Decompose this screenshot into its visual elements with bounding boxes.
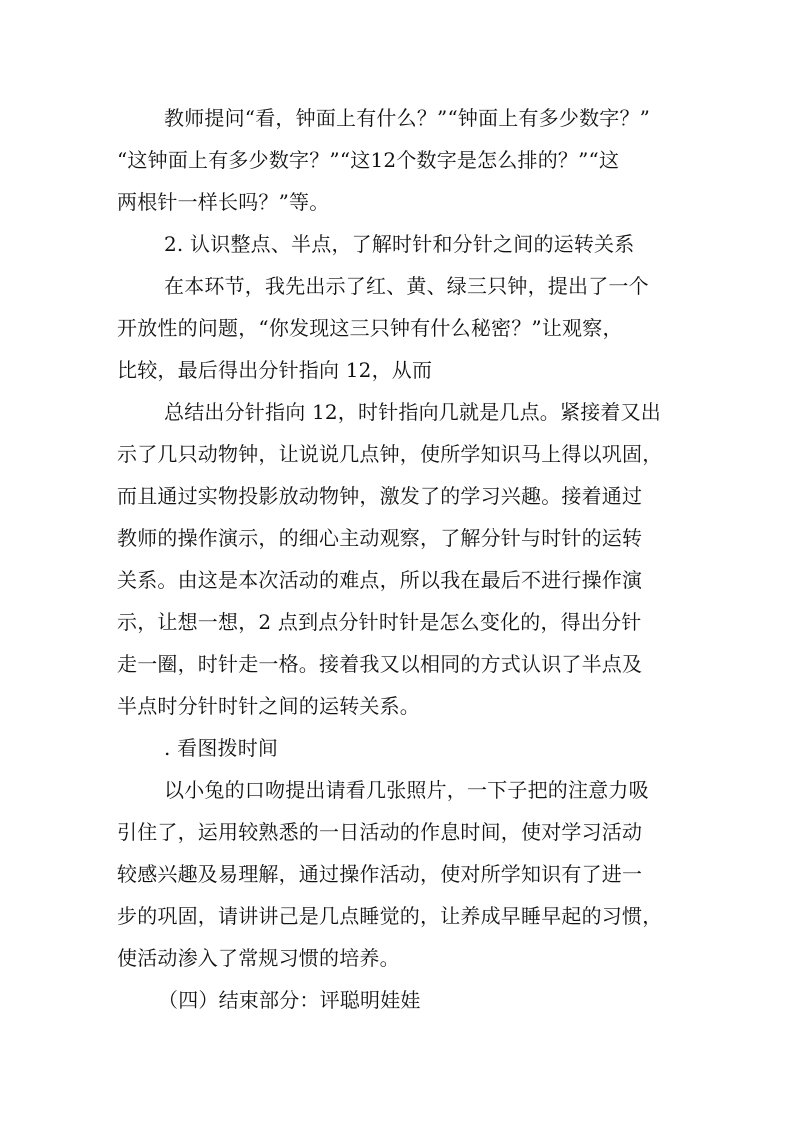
text-line: 教师提问“看，钟面上有什么？”“钟面上有多少数字？” xyxy=(164,106,651,130)
text-line: 而且通过实物投影放动物钟，激发了的学习兴趣。接着通过 xyxy=(117,484,643,508)
text-line: 步的巩固，请讲讲己是几点睡觉的，让养成早睡早起的习惯， xyxy=(117,904,663,928)
text-line: 走一圈，时针走一格。接着我又以相同的方式认识了半点及 xyxy=(117,652,643,676)
text-line: 引住了，运用较熟悉的一日活动的作息时间，使对学习活动 xyxy=(117,820,643,844)
section-heading: . 看图拨时间 xyxy=(164,736,279,760)
text-line: 比较，最后得出分针指向 12，从而 xyxy=(117,358,433,382)
text-line: 总结出分针指向 12，时针指向几就是几点。紧接着又出 xyxy=(164,400,662,424)
text-line: 在本环节，我先出示了红、黄、绿三只钟，提出了一个 xyxy=(164,274,649,298)
text-line: 以小兔的口吻提出请看几张照片，一下子把的注意力吸 xyxy=(164,778,649,802)
text-line: 示，让想一想，2 点到点分针时针是怎么变化的，得出分针 xyxy=(117,610,642,634)
text-line: 教师的操作演示，的细心主动观察，了解分针与时针的运转 xyxy=(117,526,643,550)
text-line: 开放性的问题，“你发现这三只钟有什么秘密？”让观察， xyxy=(117,316,623,340)
section-heading: 2. 认识整点、半点，了解时针和分针之间的运转关系 xyxy=(164,232,635,256)
text-line: 示了几只动物钟，让说说几点钟，使所学知识马上得以巩固， xyxy=(117,442,663,466)
text-line: 关系。由这是本次活动的难点，所以我在最后不进行操作演 xyxy=(117,568,643,592)
section-heading: （四）结束部分：评聪明娃娃 xyxy=(158,988,421,1012)
text-line: 较感兴趣及易理解，通过操作活动，使对所学知识有了进一 xyxy=(117,862,643,886)
text-line: 两根针一样长吗？”等。 xyxy=(117,190,330,214)
text-line: 半点时分针时针之间的运转关系。 xyxy=(117,694,420,718)
text-line: 使活动渗入了常规习惯的培养。 xyxy=(117,946,400,970)
text-line: “这钟面上有多少数字？”“这12个数字是怎么排的？”“这 xyxy=(117,148,620,172)
